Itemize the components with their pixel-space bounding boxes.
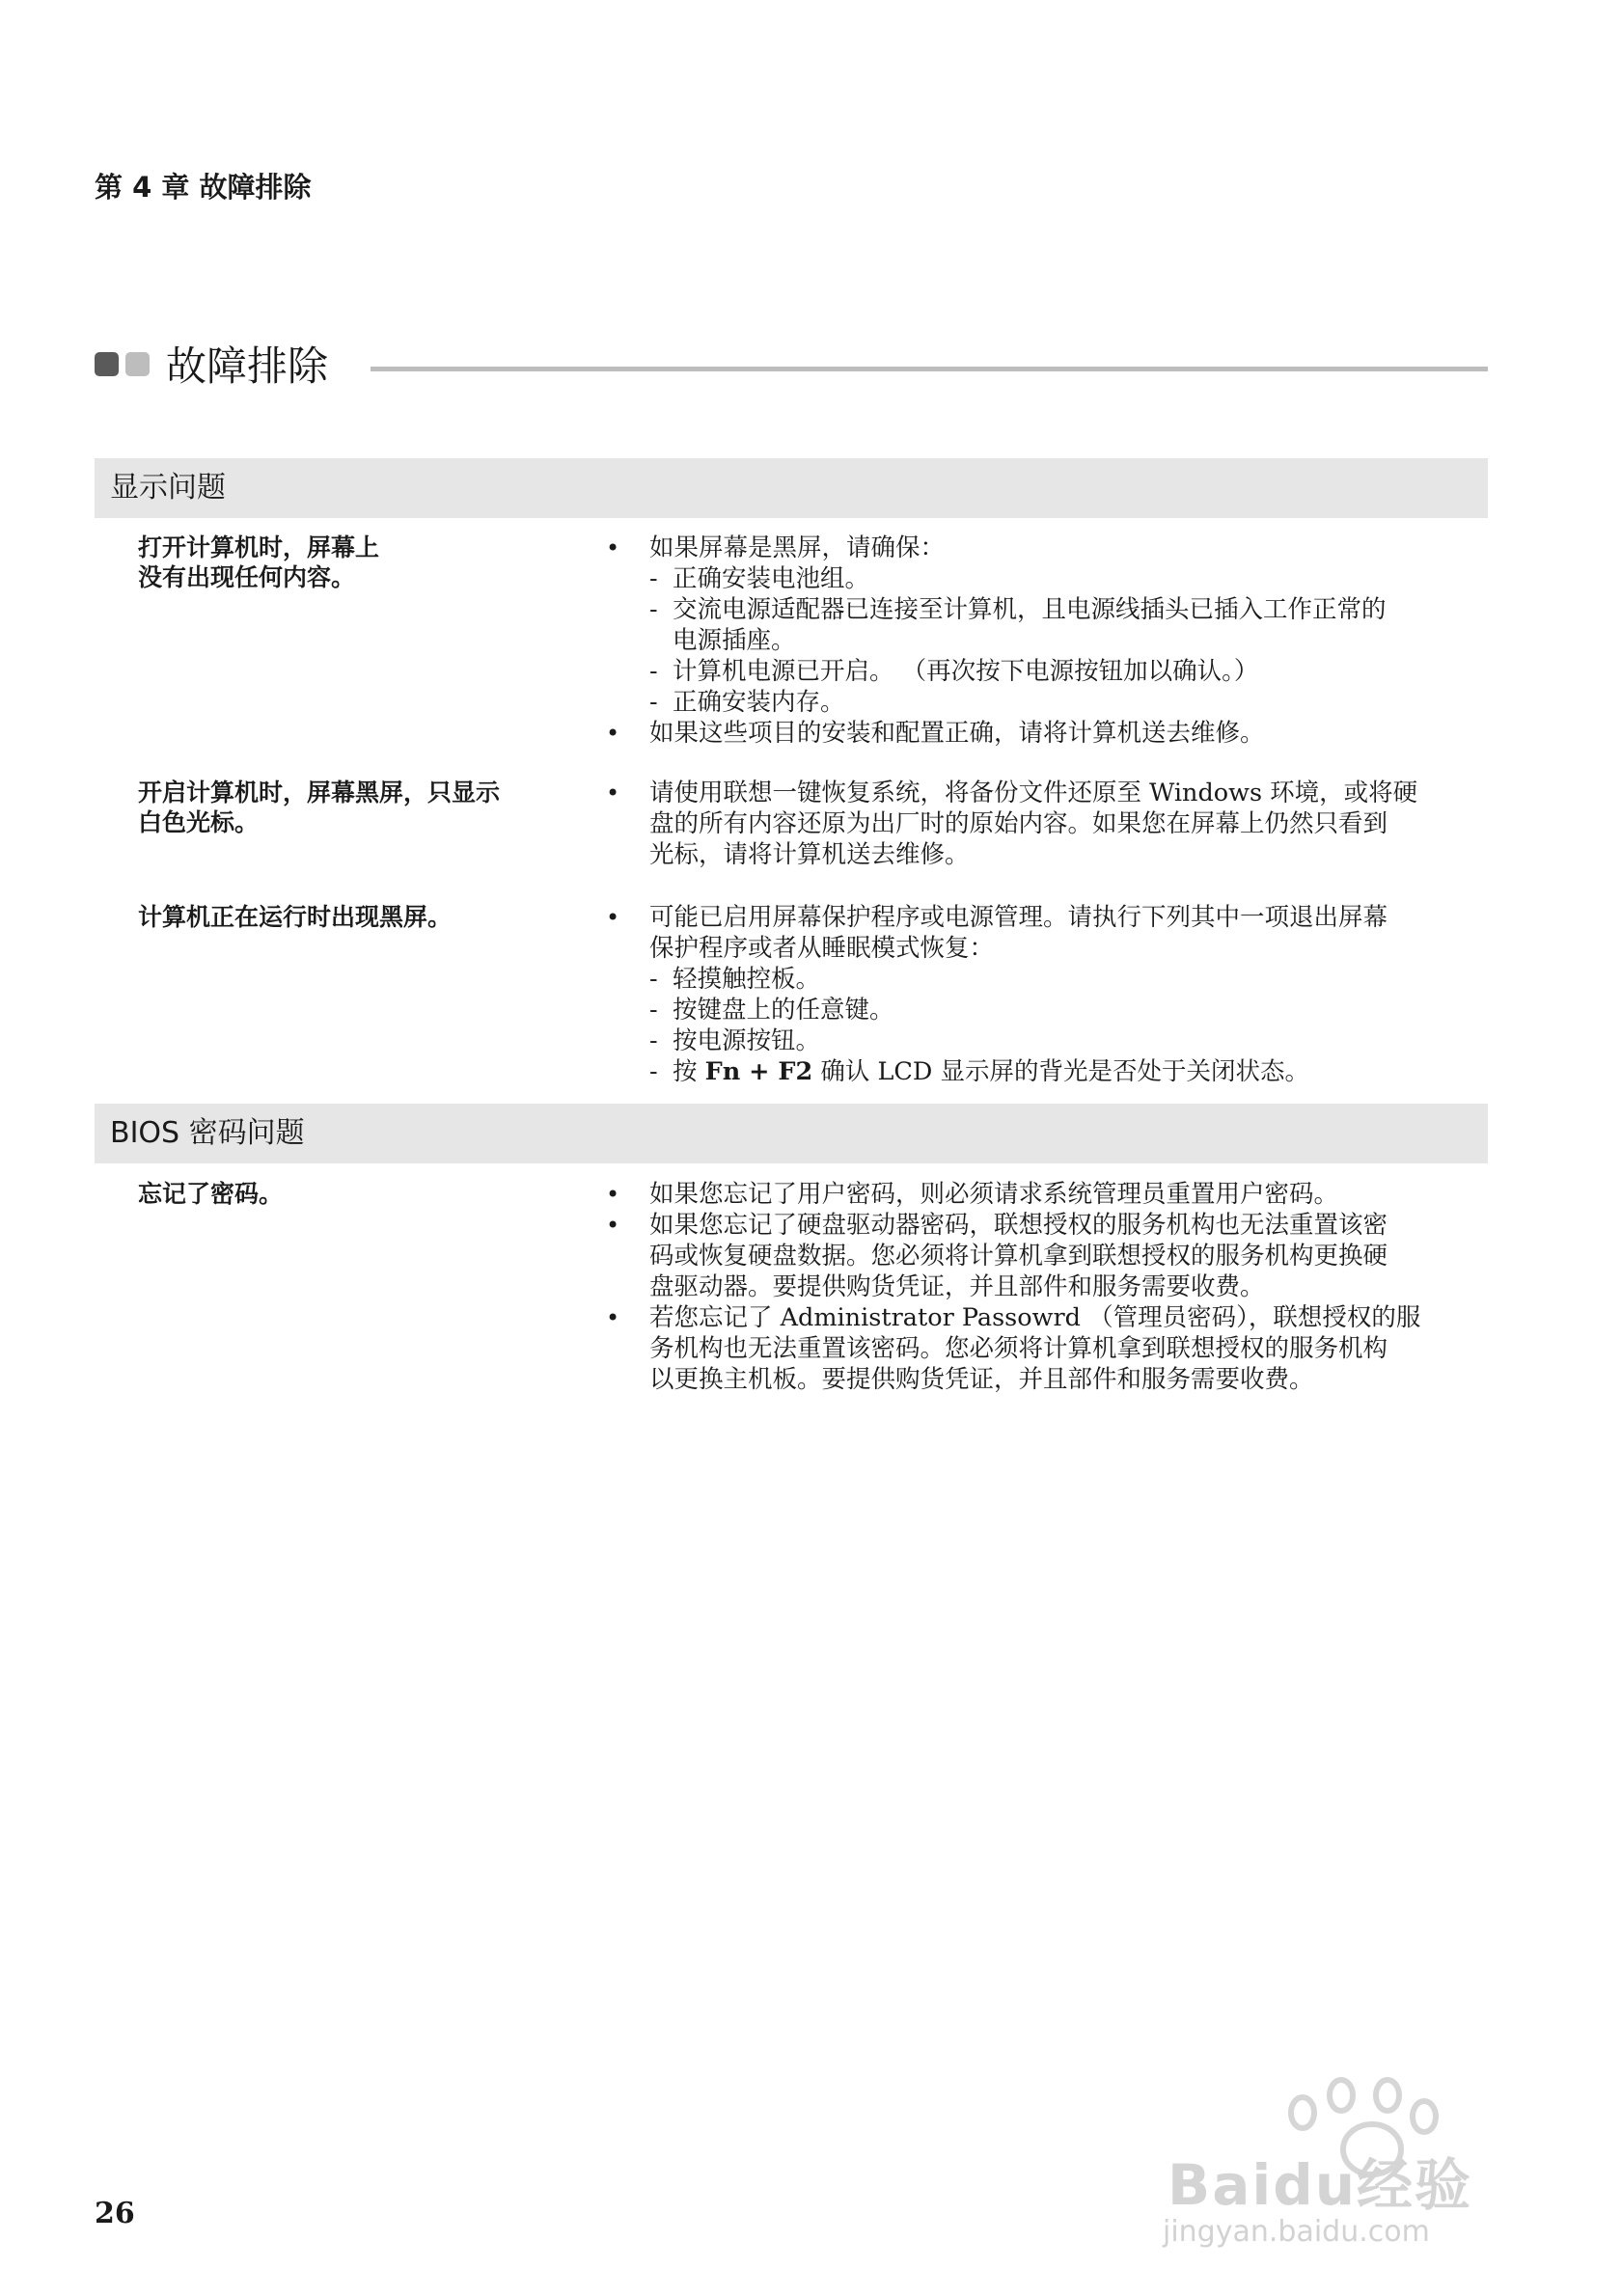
bullet-line: • 可能已启用屏幕保护程序或电源管理。请执行下列其中一项退出屏幕: [606, 902, 1571, 933]
problem-text: 开启计算机时，屏幕黑屏，只显示: [138, 779, 501, 806]
bullet-line: • 如果您忘记了用户密码，则必须请求系统管理员重置用户密码。: [606, 1179, 1571, 1210]
section-title: 故障排除: [166, 342, 329, 390]
sub-item: - 正确安装电池组。: [649, 564, 870, 593]
sub-item: - 计算机电源已开启。 （再次按下电源按钮加以确认。）: [649, 657, 1259, 686]
dark-square-bullet-icon: [95, 352, 119, 376]
title-rule: [371, 367, 1488, 371]
problem-text: 忘记了密码。: [138, 1180, 284, 1208]
bullet-continued: 光标，请将计算机送去维修。: [649, 840, 970, 869]
sub-item: - 轻摸触控板。: [649, 965, 821, 994]
bullet-continued: 盘的所有内容还原为出厂时的原始内容。如果您在屏幕上仍然只看到: [649, 809, 1388, 838]
bullet-line: • 如果这些项目的安装和配置正确，请将计算机送去维修。: [606, 718, 1571, 749]
problem-cell: [138, 533, 563, 592]
light-square-bullet-icon: [125, 352, 150, 376]
problem-text: 没有出现任何内容。: [138, 563, 356, 591]
problem-cell: [138, 902, 563, 932]
display-problems-heading: 显示问题: [95, 458, 1488, 518]
section-title-bar: [95, 340, 1488, 394]
sub-item: - 按 Fn + F2 确认 LCD 显示屏的背光是否处于关闭状态。: [649, 1057, 1309, 1086]
problem-text: 白色光标。: [138, 808, 260, 836]
problem-text: 计算机正在运行时出现黑屏。: [138, 903, 453, 931]
solution-cell: [606, 778, 1571, 870]
bullet-continued: 保护程序或者从睡眠模式恢复：: [649, 934, 995, 963]
problem-text: 打开计算机时，屏幕上: [138, 533, 380, 561]
bullet-continued: 盘驱动器。要提供购货凭证，并且部件和服务需要收费。: [649, 1272, 1265, 1301]
sub-item: - 正确安装内存。: [649, 688, 845, 717]
sub-item: - 按电源按钮。: [649, 1026, 821, 1055]
solution-cell: [606, 1179, 1571, 1395]
key-combo: Fn + F2: [704, 1057, 813, 1086]
solution-cell: [606, 902, 1571, 1087]
watermark-text: Baidu经验: [1168, 2152, 1473, 2218]
problem-cell: [138, 778, 563, 837]
sub-item: - 交流电源适配器已连接至计算机，且电源线插头已插入工作正常的: [649, 595, 1387, 624]
bullet-line: • 请使用联想一键恢复系统，将备份文件还原至 Windows 环境，或将硬: [606, 778, 1571, 808]
sub-item: - 按键盘上的任意键。: [649, 996, 894, 1025]
bullet-line: • 若您忘记了 Administrator Passowrd （管理员密码），联想授权的服: [606, 1302, 1571, 1333]
bios-password-heading: BIOS 密码问题: [95, 1104, 1488, 1163]
bullet-line: • 如果屏幕是黑屏，请确保：: [606, 533, 1571, 563]
bullet-continued: 务机构也无法重置该密码。您必须将计算机拿到联想授权的服务机构: [649, 1334, 1388, 1363]
watermark-url: jingyan.baidu.com: [1163, 2215, 1430, 2249]
chapter-header: 第 4 章 故障排除: [95, 171, 312, 204]
page-number: 26: [95, 2197, 135, 2230]
problem-cell: [138, 1179, 563, 1209]
solution-cell: [606, 533, 1571, 749]
bullet-line: • 如果您忘记了硬盘驱动器密码，联想授权的服务机构也无法重置该密: [606, 1210, 1571, 1241]
sub-item-continued: 电源插座。: [673, 626, 796, 655]
bullet-continued: 以更换主机板。要提供购货凭证，并且部件和服务需要收费。: [649, 1365, 1314, 1394]
bullet-continued: 码或恢复硬盘数据。您必须将计算机拿到联想授权的服务机构更换硬: [649, 1242, 1388, 1271]
